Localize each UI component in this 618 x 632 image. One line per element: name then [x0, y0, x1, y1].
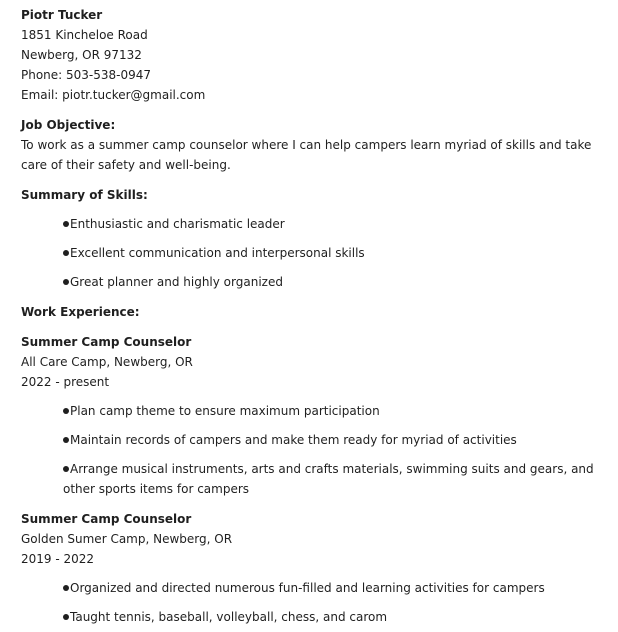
job-duties-list	[21, 401, 611, 499]
objective-heading: Job Objective:	[21, 118, 116, 132]
objective-section	[21, 115, 611, 175]
job-entry	[21, 332, 611, 499]
phone-number: Phone: 503-538-0947	[21, 68, 152, 82]
bullet-icon	[63, 466, 69, 472]
duty-text: Arrange musical instruments, arts and crafts materials, swimming suits and gears, and other sports items for campers	[63, 462, 594, 496]
skills-section	[21, 185, 611, 292]
job-duties-list	[21, 578, 611, 627]
job-title: Summer Camp Counselor	[21, 512, 192, 526]
bullet-icon	[63, 437, 69, 443]
email-address: Email: piotr.tucker@gmail.com	[21, 88, 206, 102]
bullet-icon	[63, 250, 69, 256]
duty-text: Organized and directed numerous fun-filled and learning activities for campers	[70, 581, 545, 595]
skill-text: Enthusiastic and charismatic leader	[70, 217, 285, 231]
duty-text: Maintain records of campers and make them ready for myriad of activities	[70, 433, 517, 447]
duty-text: Plan camp theme to ensure maximum participation	[70, 404, 380, 418]
objective-text: To work as a summer camp counselor where I can help campers learn myriad of skills and take care of their safety and well-being.	[21, 138, 592, 172]
contact-block	[21, 5, 611, 105]
job-company: Golden Sumer Camp, Newberg, OR	[21, 532, 233, 546]
skills-list	[21, 214, 611, 292]
job-dates: 2019 - 2022	[21, 552, 95, 566]
list-item	[63, 459, 608, 499]
resume-document	[21, 5, 611, 627]
candidate-name: Piotr Tucker	[21, 8, 103, 22]
list-item	[63, 214, 608, 234]
list-item	[63, 578, 608, 598]
list-item	[63, 272, 608, 292]
skill-text: Great planner and highly organized	[70, 275, 283, 289]
list-item	[63, 401, 608, 421]
skills-heading: Summary of Skills:	[21, 188, 148, 202]
bullet-icon	[63, 221, 69, 227]
job-company: All Care Camp, Newberg, OR	[21, 355, 193, 369]
skill-text: Excellent communication and interpersonal skills	[70, 246, 365, 260]
job-dates: 2022 - present	[21, 375, 110, 389]
experience-heading: Work Experience:	[21, 305, 140, 319]
bullet-icon	[63, 408, 69, 414]
street-address: 1851 Kincheloe Road	[21, 28, 148, 42]
list-item	[63, 430, 608, 450]
bullet-icon	[63, 614, 69, 620]
bullet-icon	[63, 585, 69, 591]
duty-text: Taught tennis, baseball, volleyball, chess, and carom	[70, 610, 388, 624]
list-item	[63, 243, 608, 263]
job-entry	[21, 509, 611, 627]
bullet-icon	[63, 279, 69, 285]
experience-section	[21, 302, 611, 627]
list-item	[63, 607, 608, 627]
job-title: Summer Camp Counselor	[21, 335, 192, 349]
city-state-zip: Newberg, OR 97132	[21, 48, 142, 62]
